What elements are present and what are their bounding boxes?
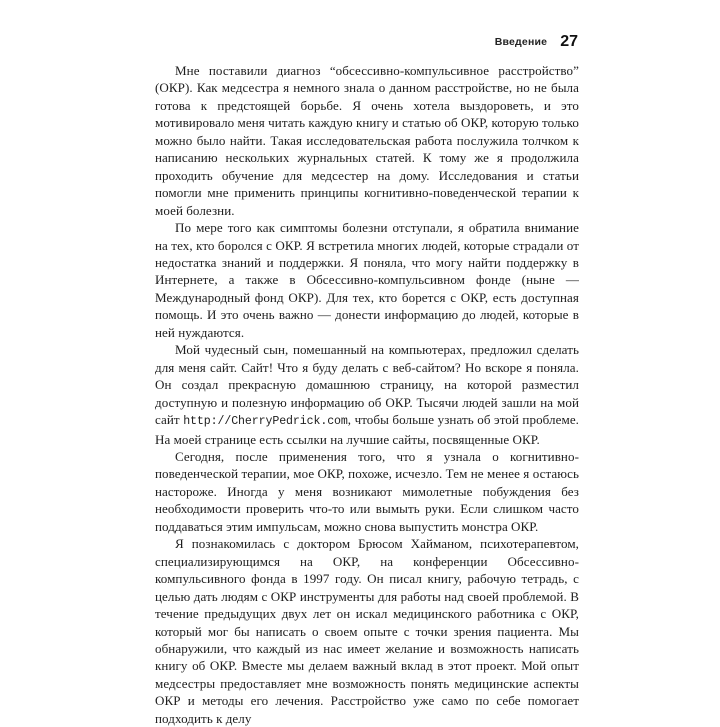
running-header bbox=[155, 33, 578, 51]
body-text-block bbox=[155, 62, 579, 727]
paragraph-2: По мере того как симптомы болезни отступали, я обратила внимание на тех, кто боролся с ОКР. Я встретила многих людей, которые страдали от недостатка знаний и поддержки. Я поняла, что могу найти поддержку в Интернете, а также в Обсессивно-компульсивном фонде (ныне — Международный фонд ОКР). Для тех, кто борется с ОКР, есть доступная помощь. И это очень важно — донести информацию до людей, которые в ней нуждаются. bbox=[155, 220, 579, 340]
running-header-title: Введение bbox=[494, 36, 548, 48]
paragraph-4: Сегодня, после применения того, что я узнала о когнитивно-поведенческой терапии, мое ОКР, похоже, исчезло. Тем не менее я остаюсь настороже. Иногда у меня возникают мимолетные побуждения без необходимости проверить что-то или вымыть руки. Если слишком часто поддаваться этим импульсам, можно снова выпустить монстра ОКР. bbox=[155, 448, 579, 534]
website-url[interactable]: http://CherryPedrick.com bbox=[183, 415, 348, 429]
paragraph-3-text-before: Мой чудесный сын, помешанный на компьютерах, предложил сделать для меня сайт. Сайт! Что я буду делать с веб-сайтом? Но вскоре я поняла. Он создал прекрасную домашнюю страницу, на которой разместил доступную и полезную информацию об ОКР. Тысячи людей зашли на мой сайт bbox=[155, 342, 579, 428]
page-number: 27 bbox=[560, 33, 578, 50]
paragraph-1: Мне поставили диагноз “обсессивно-компульсивное расстройство” (ОКР). Как медсестра я немного знала о данном расстройстве, но не была готова к предстоящей борьбе. Я очень хотела выздороветь, и это мотивировало меня читать каждую книгу и статью об ОКР, которую только можно было найти. Такая исследовательская работа послужила толчком к написанию нескольких журнальных статей. К тому же я продолжила проходить обучение для медсестер на дому. Исследования и статьи помогли мне применить принципы когнитивно-поведенческой терапии к моей болезни. bbox=[155, 63, 579, 218]
paragraph-3-text-after: , чтобы больше узнать об этой проблеме. На моей странице есть ссылки на лучшие сайты, посвященные ОКР. bbox=[155, 412, 580, 447]
paragraph-3 bbox=[155, 341, 579, 448]
paragraph-5: Я познакомилась с доктором Брюсом Хайманом, психотерапевтом, специализирующимся на ОКР, на конференции Обсессивно-компульсивного фонда в 1997 году. Он писал книгу, рабочую тетрадь, с целью дать людям с ОКР инструменты для работы над своей проблемой. В течение предыдущих двух лет он искал медицинского работника с ОКР, который мог бы написать о своем опыте с точки зрения пациента. Мы обнаружили, что каждый из нас имеет желание и возможность написать книгу об ОКР. Вместе мы делаем важный вклад в этот проект. Мой опыт медсестры предоставляет мне возможность понять медицинские аспекты ОКР и методы его лечения. Расстройство уже само по себе помогает подходить к делу bbox=[155, 536, 579, 726]
